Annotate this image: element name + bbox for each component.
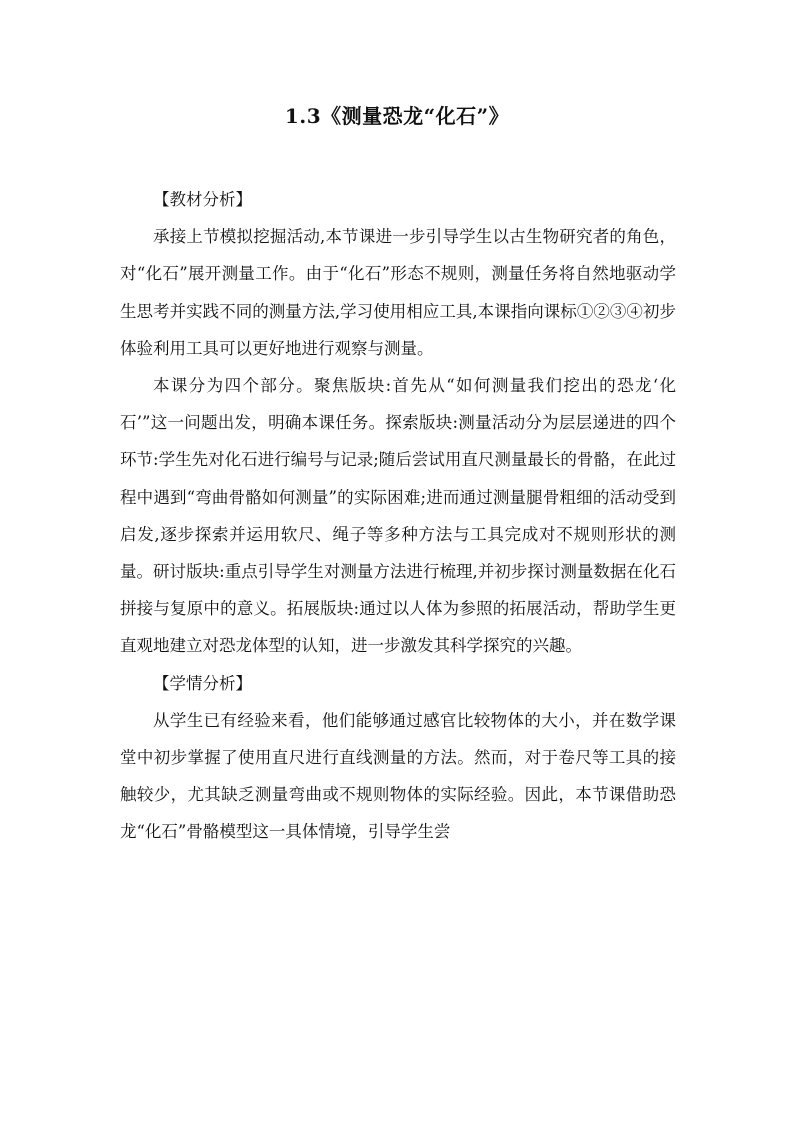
paragraph-textbook-analysis-2: 本课分为四个部分。聚焦版块:首先从“如何测量我们挖出的恐龙‘化石’”这一问题出发，明确本课任务。探索版块:测量活动分为层层递进的四个环节:学生先对化石进行编号与记录;随后尝试用直尺测量最长的骨骼，在此过程中遇到“弯曲骨骼如何测量”的实际困难;进而通过测量腿骨粗细的活动受到启发,逐步探索并运用软尺、绳子等多种方法与工具完成对不规则形状的测量。研讨版块:重点引导学生对测量方法进行梳理,并初步探讨测量数据在化石拼接与复原中的意义。拓展版块:通过以人体为参照的拓展活动，帮助学生更直观地建立对恐龙体型的认知，进一步激发其科学探究的兴趣。 <box>120 376 676 656</box>
section-heading-textbook-analysis: 【教材分析】 <box>153 190 252 209</box>
section-heading-student-analysis: 【学情分析】 <box>153 673 252 693</box>
paragraph-textbook-analysis-1: 承接上节模拟挖掘活动,本节课进一步引导学生以古生物研究者的角色，对“化石”展开测量工作。由于“化石”形态不规则，测量任务将自然地驱动学生思考并实践不同的测量方法,学习使用相应工具,本课指向课标①②③④初步体验利用工具可以更好地进行观察与测量。 <box>120 227 676 358</box>
document-body <box>120 181 676 851</box>
document-title: 1.3《测量恐龙“化石”》 <box>284 104 510 128</box>
paragraph-student-analysis-1: 从学生已有经验来看，他们能够通过感官比较物体的大小，并在数学课堂中初步掌握了使用直尺进行直线测量的方法。然而，对于卷尺等工具的接触较少，尤其缺乏测量弯曲或不规则物体的实际经验。因此，本节课借助恐龙“化石”骨骼模型这一具体情境，引导学生尝 <box>120 710 676 842</box>
